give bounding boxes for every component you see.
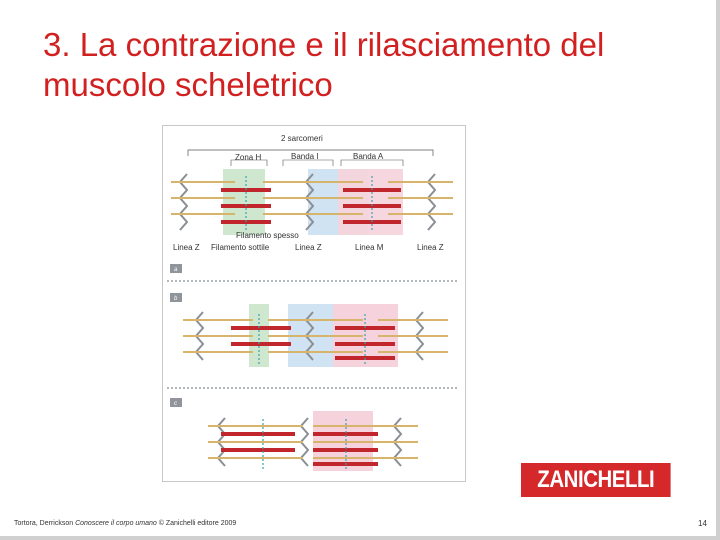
label-filamento-spesso: Filamento spesso bbox=[236, 231, 299, 240]
label-sarcomeres: 2 sarcomeri bbox=[281, 134, 323, 143]
footer-credit bbox=[14, 520, 236, 527]
label-zona-h: Zona H bbox=[235, 153, 262, 162]
label-linea-m: Linea M bbox=[355, 243, 384, 252]
label-banda-a: Banda A bbox=[353, 152, 384, 161]
panel-b bbox=[170, 293, 448, 367]
slide-title: 3. La contrazione e il rilasciamento del muscolo scheletrico bbox=[43, 26, 605, 103]
footer-book: Conoscere il corpo umano bbox=[75, 520, 157, 527]
label-banda-i: Banda I bbox=[291, 152, 319, 161]
label-linea-z-right: Linea Z bbox=[417, 243, 444, 252]
zona-h-band-a bbox=[223, 169, 265, 235]
sarcomere-diagram bbox=[163, 126, 465, 481]
banda-a-band-a bbox=[338, 169, 403, 235]
label-filamento-sottile: Filamento sottile bbox=[211, 243, 270, 252]
panel-a bbox=[170, 134, 453, 273]
zanichelli-logo: ZANICHELLI bbox=[521, 463, 671, 497]
footer-publisher: © Zanichelli editore 2009 bbox=[158, 520, 237, 527]
panel-letter-b: b bbox=[174, 296, 178, 302]
sarcomere-figure bbox=[162, 125, 466, 482]
panel-c bbox=[170, 398, 418, 471]
label-linea-z-left: Linea Z bbox=[173, 243, 200, 252]
footer-author: Tortora, Derrickson bbox=[14, 520, 74, 527]
panel-letter-a: a bbox=[174, 267, 178, 273]
panel-letter-c: c bbox=[174, 401, 177, 407]
page-number: 14 bbox=[698, 519, 707, 528]
label-linea-z-mid: Linea Z bbox=[295, 243, 322, 252]
